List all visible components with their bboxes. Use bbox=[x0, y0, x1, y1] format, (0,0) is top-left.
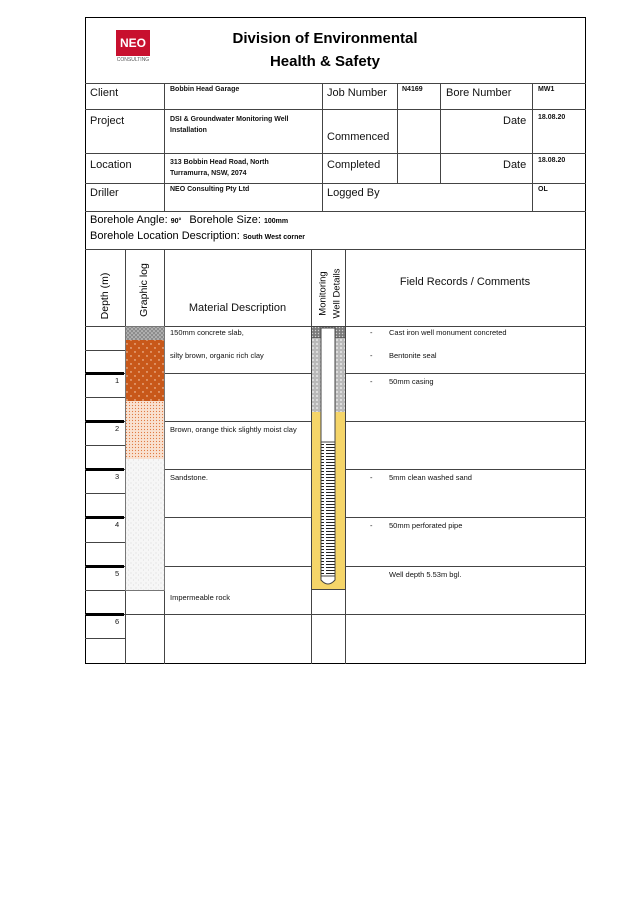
depth-label: 3 bbox=[115, 472, 120, 481]
location-value: 313 Bobbin Head Road, North Turramurra, NSW, 2074 bbox=[170, 159, 269, 177]
material-column-header: Material Description bbox=[188, 302, 287, 314]
depth-tick-5 bbox=[86, 565, 124, 568]
well-casing bbox=[321, 328, 335, 442]
monitoring-well-diagram bbox=[311, 326, 346, 591]
graphic-log bbox=[125, 326, 165, 591]
comment-bullet: - bbox=[370, 473, 373, 482]
borehole-location-value: South West corner bbox=[242, 234, 305, 241]
logo-box bbox=[116, 30, 150, 56]
logged-by-label: Logged By bbox=[327, 187, 380, 199]
logged-by-value: OL bbox=[538, 186, 548, 193]
job-number-label: Job Number bbox=[327, 87, 387, 99]
comment-item: Cast iron well monument concreted bbox=[389, 328, 507, 337]
project-value: DSI & Groundwater Monitoring Well Installation bbox=[170, 116, 289, 134]
material-item: 150mm concrete slab, bbox=[170, 328, 244, 337]
completed-date-label: Date bbox=[503, 159, 527, 171]
graphic-log-column-header: Graphic log bbox=[138, 263, 150, 317]
logo-subtext: CONSULTING bbox=[116, 57, 150, 63]
depth-tick-6 bbox=[86, 613, 124, 616]
client-label: Client bbox=[90, 87, 119, 99]
material-item: silty brown, organic rich clay bbox=[170, 351, 264, 360]
driller-value: NEO Consulting Pty Ltd bbox=[170, 186, 250, 193]
depth-label: 4 bbox=[115, 520, 120, 529]
perforated-pipe bbox=[321, 442, 335, 576]
depth-column-header: Depth (m) bbox=[99, 272, 111, 320]
bore-number-label: Bore Number bbox=[446, 87, 512, 99]
commenced-label: Commenced bbox=[327, 131, 390, 143]
page-title-line1: Division of Environmental bbox=[232, 30, 418, 47]
comment-bullet: - bbox=[370, 328, 373, 337]
borehole-angle-label: Borehole Angle: bbox=[90, 214, 168, 226]
client-value: Bobbin Head Garage bbox=[170, 86, 240, 93]
job-number-value: N4169 bbox=[402, 86, 423, 93]
comment-item: Well depth 5.53m bgl. bbox=[389, 570, 462, 579]
comment-item: 5mm clean washed sand bbox=[389, 473, 472, 482]
comment-item: 50mm casing bbox=[389, 377, 434, 386]
depth-label: 5 bbox=[115, 569, 120, 578]
orange-clay-layer bbox=[125, 401, 165, 459]
depth-tick-1 bbox=[86, 372, 124, 375]
depth-tick-3 bbox=[86, 468, 124, 471]
location-label: Location bbox=[90, 159, 132, 171]
completed-label: Completed bbox=[327, 159, 381, 171]
depth-tick-4 bbox=[86, 516, 124, 519]
bore-number-value: MW1 bbox=[538, 86, 555, 93]
depth-label: 1 bbox=[115, 376, 120, 385]
commenced-date-label: Date bbox=[503, 115, 527, 127]
concrete-layer bbox=[125, 326, 165, 340]
page-title-line2: Health & Safety bbox=[269, 53, 381, 70]
borehole-size-label: Borehole Size: bbox=[189, 214, 261, 226]
borehole-angle-value: 90° bbox=[170, 218, 182, 225]
comment-bullet: - bbox=[370, 351, 373, 360]
depth-label: 6 bbox=[115, 617, 120, 626]
commenced-date-value: 18.08.20 bbox=[538, 114, 566, 121]
comment-item: 50mm perforated pipe bbox=[389, 521, 463, 530]
depth-tick-2 bbox=[86, 420, 124, 423]
neo-logo bbox=[116, 30, 150, 64]
borehole-location-line bbox=[90, 230, 305, 242]
comment-item: Bentonite seal bbox=[389, 351, 437, 360]
field-records-column-header: Field Records / Comments bbox=[399, 276, 531, 288]
project-label: Project bbox=[90, 115, 125, 127]
material-item: Brown, orange thick slightly moist clay bbox=[170, 425, 297, 434]
material-item: Sandstone. bbox=[170, 473, 208, 482]
monitoring-column-header-1: Monitoring bbox=[317, 271, 329, 316]
comment-bullet: - bbox=[370, 521, 373, 530]
silty-clay-layer bbox=[125, 340, 165, 401]
borehole-angle-line bbox=[90, 214, 288, 226]
borehole-location-label: Borehole Location Description: bbox=[90, 230, 240, 242]
logo-text: NEO bbox=[119, 36, 146, 50]
driller-label: Driller bbox=[90, 187, 119, 199]
borehole-size-value: 100mm bbox=[264, 218, 289, 225]
depth-label: 2 bbox=[115, 424, 120, 433]
sandstone-layer bbox=[125, 459, 165, 591]
monitoring-column-header-2: Well Details bbox=[331, 268, 343, 319]
comment-bullet: - bbox=[370, 377, 373, 386]
completed-date-value: 18.08.20 bbox=[538, 157, 566, 164]
material-item: Impermeable rock bbox=[170, 593, 231, 602]
